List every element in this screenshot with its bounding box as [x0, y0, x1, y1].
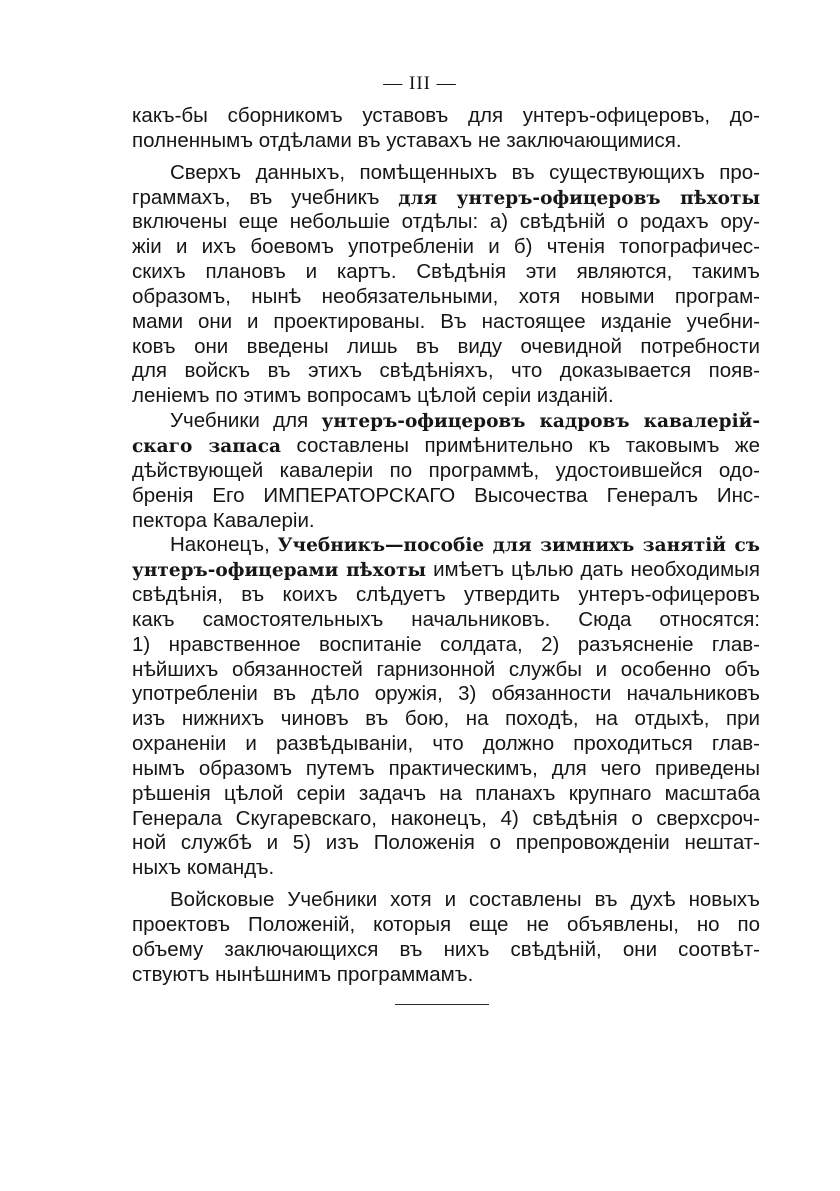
text-line: [132, 359, 760, 384]
text-line: [132, 129, 760, 154]
text-run: граммахъ, въ учебникъ: [132, 185, 399, 209]
paragraph: [132, 888, 760, 987]
text-run: ной службѣ и 5) изъ Положенія о препровожденіи нештат-: [132, 831, 760, 855]
text-line: [132, 583, 760, 608]
text-line: [132, 938, 760, 963]
text-run: ствуютъ нынѣшнимъ программамъ.: [132, 962, 474, 986]
text-line: [132, 210, 760, 235]
text-line: [132, 235, 760, 260]
text-line: [132, 757, 760, 782]
text-line: [132, 533, 760, 558]
page-number: — III —: [383, 73, 457, 94]
text-line: [132, 484, 760, 509]
text-run: пектора Кавалеріи.: [132, 508, 315, 532]
text-run: скихъ плановъ и картъ. Свѣдѣнія эти являются, такимъ: [132, 260, 760, 284]
text-run: нымъ образомъ путемъ практическимъ, для чего приведены: [132, 756, 760, 780]
text-line: [132, 260, 760, 285]
text-line: [132, 384, 760, 409]
text-run: для войскъ въ этихъ свѣдѣніяхъ, что доказывается появ-: [132, 359, 760, 383]
text-line: [132, 807, 760, 832]
bold-phrase: унтеръ-офицерами пѣхоты: [132, 560, 427, 582]
text-run: включены еще небольшіе отдѣлы: а) свѣдѣній о родахъ ору-: [132, 210, 760, 234]
text-run: Сверхъ данныхъ, помѣщенныхъ въ существующихъ про-: [170, 160, 760, 184]
text-line: [132, 509, 760, 534]
text-run: рѣшенія цѣлой серіи задачъ на планахъ крупнаго масштаба: [132, 781, 760, 805]
paragraph-gap: [132, 881, 760, 888]
text-run: проектовъ Положеній, которыя еще не объявлены, но по: [132, 913, 760, 936]
text-run: Учебники для: [170, 409, 322, 433]
paragraph: [132, 533, 760, 881]
text-line: [132, 409, 760, 434]
text-line: [132, 682, 760, 707]
text-line: [132, 856, 760, 881]
text-line: [132, 732, 760, 757]
text-line: [132, 434, 760, 459]
text-line: [132, 913, 760, 938]
text-run: охраненіи и развѣдываніи, что должно проходиться глав-: [132, 732, 760, 756]
text-line: [132, 335, 760, 360]
text-run: какъ-бы сборникомъ уставовъ для унтеръ-офицеровъ, до-: [132, 104, 760, 127]
bold-phrase: скаго запаса: [132, 435, 282, 457]
text-line: [132, 963, 760, 988]
text-run: употребленіи въ дѣло оружія, 3) обязанности начальниковъ: [132, 682, 760, 706]
text-run: Генерала Скугаревскаго, наконецъ, 4) свѣдѣнія о сверхсроч-: [132, 806, 760, 830]
text-line: [132, 888, 760, 913]
paragraph: [132, 161, 760, 409]
text-run: нѣйшихъ обязанностей гарнизонной службы и особенно объ: [132, 657, 760, 681]
text-line: [132, 104, 760, 129]
paragraph: [132, 409, 760, 533]
text-line: [132, 608, 760, 633]
end-divider: [395, 1004, 489, 1005]
text-run: ныхъ командъ.: [132, 856, 275, 880]
text-run: какъ самостоятельныхъ начальниковъ. Сюда относятся:: [132, 607, 760, 631]
text-line: [132, 782, 760, 807]
text-line: [132, 459, 760, 484]
text-run: образомъ, нынѣ необязательными, хотя новыми програм-: [132, 284, 760, 308]
text-run: бренія Его ИМПЕРАТОРСКАГО Высочества Генералъ Инс-: [132, 483, 760, 507]
text-line: [132, 161, 760, 186]
text-run: свѣдѣнія, въ коихъ слѣдуетъ утвердить унтеръ-офицеровъ: [132, 583, 760, 607]
text-line: [132, 558, 760, 583]
text-line: [132, 707, 760, 732]
body-text: [132, 104, 760, 988]
text-line: [132, 658, 760, 683]
text-run: Наконецъ,: [170, 533, 278, 557]
text-run: изъ нижнихъ чиновъ въ бою, на походѣ, на отдыхѣ, при: [132, 707, 760, 731]
text-line: [132, 285, 760, 310]
bold-phrase: Учебникъ—пособіе для зимнихъ занятій съ: [277, 535, 760, 557]
text-run: жіи и ихъ боевомъ употребленіи и б) чтенія топографичес-: [132, 235, 760, 259]
text-run: мами они и проектированы. Въ настоящее изданіе учебни-: [132, 309, 760, 333]
text-run: объему заключающихся въ нихъ свѣдѣній, они соотвѣт-: [132, 937, 760, 961]
paragraph-gap: [132, 154, 760, 161]
text-line: [132, 831, 760, 856]
text-run: дѣйствующей кавалеріи по программѣ, удостоившейся одо-: [132, 458, 760, 482]
text-run: ковъ они введены лишь въ виду очевидной потребности: [132, 334, 760, 358]
text-run: составлены примѣнительно къ таковымъ же: [281, 433, 760, 457]
text-line: [132, 310, 760, 335]
text-run: Войсковые Учебники хотя и составлены въ духѣ новыхъ: [170, 888, 760, 912]
paragraph: [132, 104, 760, 154]
text-run: имѣетъ цѣлью дать необходимыя: [426, 558, 760, 582]
text-run: полненнымъ отдѣлами въ уставахъ не заключающимися.: [132, 128, 682, 152]
text-run: 1) нравственное воспитаніе солдата, 2) разъясненіе глав-: [132, 632, 760, 656]
text-line: [132, 186, 760, 211]
text-line: [132, 633, 760, 658]
bold-phrase: для унтеръ-офицеровъ пѣхоты: [398, 187, 760, 209]
text-run: леніемъ по этимъ вопросамъ цѣлой серіи изданій.: [132, 384, 614, 408]
bold-phrase: унтеръ-офицеровъ кадровъ кавалерій-: [321, 411, 760, 433]
